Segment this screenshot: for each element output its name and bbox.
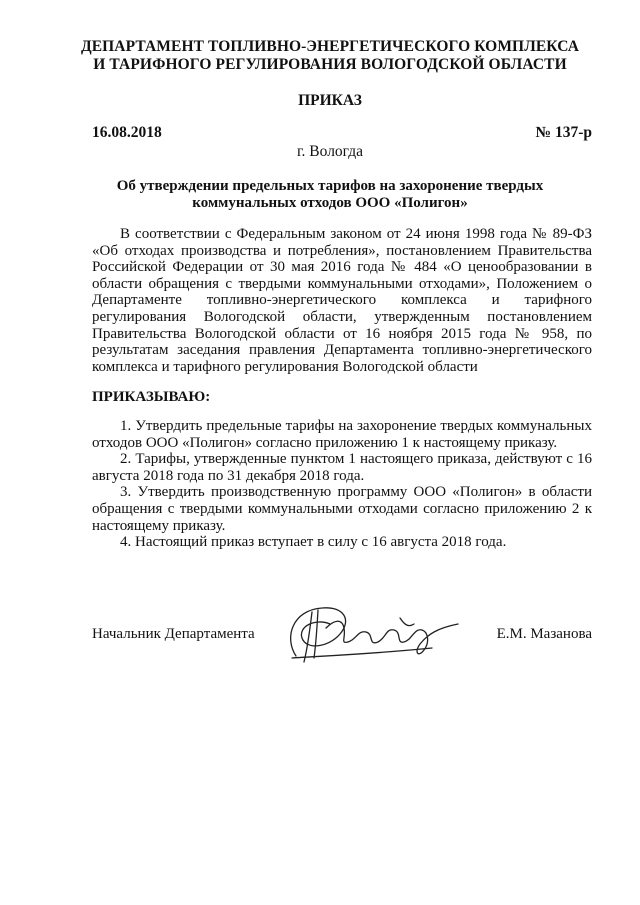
department-line-2: И ТАРИФНОГО РЕГУЛИРОВАНИЯ ВОЛОГОДСКОЙ ОБЛАСТИ	[93, 56, 567, 73]
department-header	[70, 38, 590, 74]
order-number: № 137-р	[535, 124, 592, 141]
signatory-name: Е.М. Мазанова	[496, 626, 592, 642]
subject-line-1: Об утверждении предельных тарифов на захоронение твердых	[116, 178, 544, 194]
order-item-1: 1. Утвердить предельные тарифы на захоронение твердых коммунальных отходов ООО «Полигон» согласно приложению 1 к настоящему приказу.	[92, 418, 592, 451]
order-date: 16.08.2018	[92, 124, 162, 141]
signatory-position: Начальник Департамента	[92, 626, 255, 642]
decree-word: ПРИКАЗЫВАЮ:	[92, 389, 211, 405]
handwritten-signature-icon	[282, 598, 462, 668]
order-item-3: 3. Утвердить производственную программу ООО «Полигон» в области обращения с твердыми коммунальными отходами согласно приложению 2 к настоящему приказу.	[92, 484, 592, 534]
order-subject	[70, 178, 590, 212]
department-line-1: ДЕПАРТАМЕНТ ТОПЛИВНО-ЭНЕРГЕТИЧЕСКОГО КОМПЛЕКСА	[80, 38, 580, 55]
preamble-paragraph: В соответствии с Федеральным законом от 24 июня 1998 года № 89-ФЗ «Об отходах производства и потребления», постановлением Правительства Российской Федерации от 30 мая 2016 года № 484 «О ценообразовании в области обращения с твердыми коммунальными отходами», Положением о Департаменте топливно-энергетического комплекса и тарифного регулирования Вологодской области, утвержденным постановлением Правительства Вологодской области от 16 ноября 2015 года № 958, по результатам заседания правления Департамента топливно-энергетического комплекса и тарифного регулирования Вологодской области	[92, 226, 592, 375]
order-item-2: 2. Тарифы, утвержденные пунктом 1 настоящего приказа, действуют с 16 августа 2018 года по 31 декабря 2018 года.	[92, 451, 592, 484]
order-city: г. Вологда	[296, 143, 364, 160]
order-items	[92, 418, 592, 551]
subject-line-2: коммунальных отходов ООО «Полигон»	[192, 195, 468, 211]
document-type: ПРИКАЗ	[298, 92, 362, 109]
order-item-4: 4. Настоящий приказ вступает в силу с 16 августа 2018 года.	[120, 534, 507, 551]
